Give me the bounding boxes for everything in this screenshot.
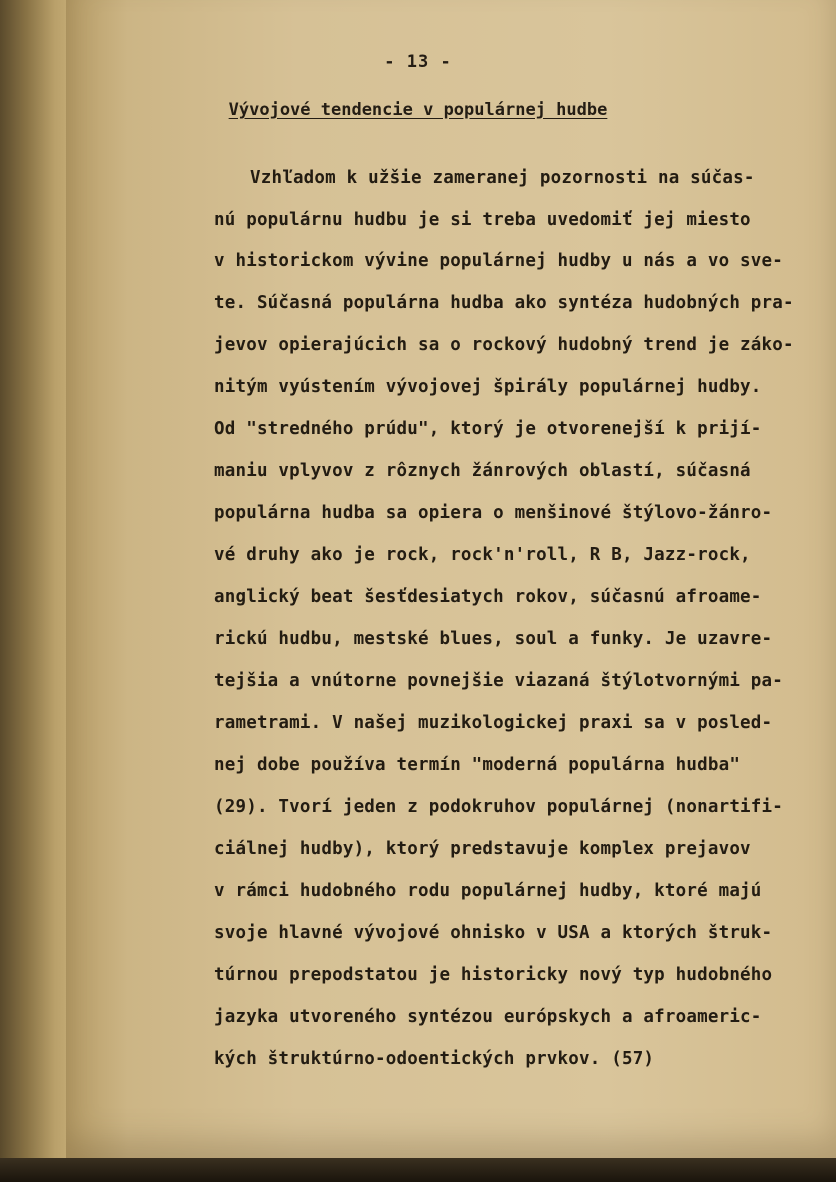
text-line: kých štruktúrno-odoentických prvkov. (57) <box>214 1049 655 1069</box>
text-line: tejšia a vnútorne povnejšie viazaná štýlotvornými pa- <box>214 671 784 691</box>
text-line: rametrami. V našej muzikologickej praxi sa v posled- <box>214 713 773 733</box>
text-line: rickú hudbu, mestské blues, soul a funky. Je uzavre- <box>214 629 773 649</box>
scan-bottom-edge <box>0 1158 836 1182</box>
text-line: te. Súčasná populárna hudba ako syntéza hudobných pra- <box>214 293 794 313</box>
text-line: svoje hlavné vývojové ohnisko v USA a ktorých štruk- <box>214 923 773 943</box>
text-line: Od "stredného prúdu", ktorý je otvorenejší k prijí- <box>214 419 762 439</box>
text-line: Vzhľadom k užšie zameranej pozornosti na súčas- <box>250 168 755 188</box>
page-number: - 13 - <box>384 52 452 72</box>
text-line: túrnou prepodstatou je historicky nový typ hudobného <box>214 965 773 985</box>
text-line: populárna hudba sa opiera o menšinové štýlovo-žánro- <box>214 503 773 523</box>
text-line: nú populárnu hudbu je si treba uvedomiť jej miesto <box>214 210 751 230</box>
text-line: ciálnej hudby), ktorý predstavuje komplex prejavov <box>214 839 751 859</box>
text-line: maniu vplyvov z rôznych žánrových oblastí, súčasná <box>214 461 751 481</box>
text-line: nej dobe používa termín "moderná populárna hudba" <box>214 755 741 775</box>
text-line: v rámci hudobného rodu populárnej hudby, ktoré majú <box>214 881 762 901</box>
text-line: nitým vyústením vývojovej špirály populárnej hudby. <box>214 377 762 397</box>
text-line: jevov opierajúcich sa o rockový hudobný trend je záko- <box>214 335 794 355</box>
text-line: v historickom vývine populárnej hudby u nás a vo sve- <box>214 251 784 271</box>
text-line: anglický beat šesťdesiatych rokov, súčasnú afroame- <box>214 587 762 607</box>
text-line: jazyka utvoreného syntézou európskych a afroameric- <box>214 1007 762 1027</box>
text-line: (29). Tvorí jeden z podokruhov populárnej (nonartifi- <box>214 797 784 817</box>
section-title: Vývojové tendencie v populárnej hudbe <box>228 100 608 120</box>
text-line: vé druhy ako je rock, rock'n'roll, R B, Jazz-rock, <box>214 545 751 565</box>
